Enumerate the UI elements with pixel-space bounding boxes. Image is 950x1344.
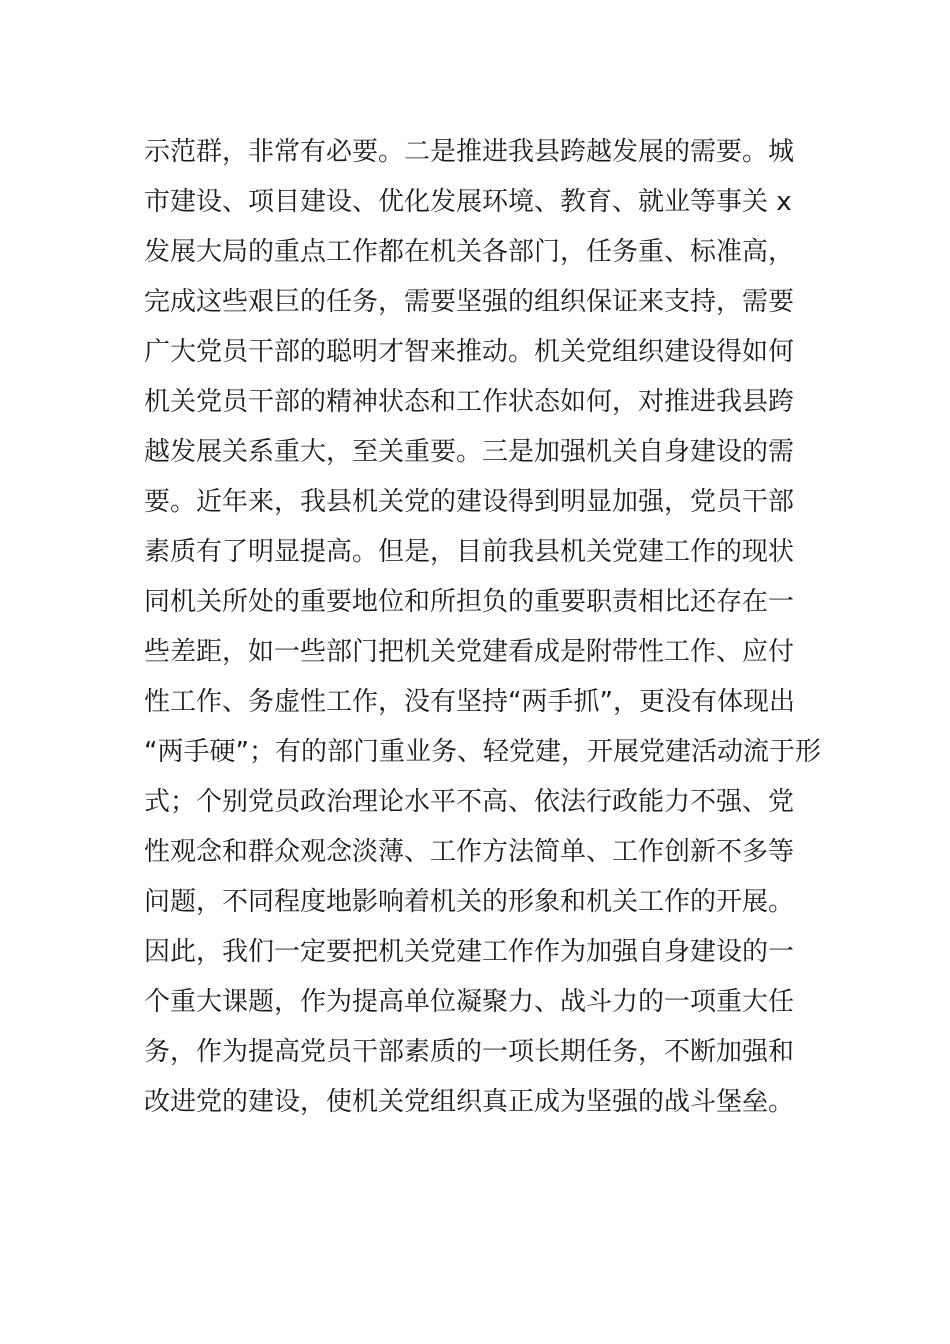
text-line: 发展大局的重点工作都在机关各部门，任务重、标准高， bbox=[144, 237, 795, 267]
text-line: 市建设、项目建设、优化发展环境、教育、就业等事关 x bbox=[144, 187, 792, 217]
text-line: 务，作为提高党员干部素质的一项长期任务，不断加强和 bbox=[144, 1037, 795, 1067]
text-line: 个重大课题，作为提高单位凝聚力、战斗力的一项重大任 bbox=[144, 987, 795, 1017]
text-line: “两手硬”；有的部门重业务、轻党建，开展党建活动流于形 bbox=[144, 737, 821, 767]
text-line: 机关党员干部的精神状态和工作状态如何，对推进我县跨 bbox=[144, 387, 795, 417]
text-line: 同机关所处的重要地位和所担负的重要职责相比还存在一 bbox=[144, 587, 795, 617]
text-line: 改进党的建设，使机关党组织真正成为坚强的战斗堡垒。 bbox=[144, 1087, 795, 1117]
body-paragraph bbox=[144, 127, 824, 1127]
text-line: 些差距，如一些部门把机关党建看成是附带性工作、应付 bbox=[144, 637, 795, 667]
text-line: 因此，我们一定要把机关党建工作作为加强自身建设的一 bbox=[144, 937, 795, 967]
text-line: 示范群，非常有必要。二是推进我县跨越发展的需要。城 bbox=[144, 137, 795, 167]
text-line: 性工作、务虚性工作，没有坚持“两手抓”，更没有体现出 bbox=[144, 687, 795, 717]
text-line: 式；个别党员政治理论水平不高、依法行政能力不强、党 bbox=[144, 787, 795, 817]
text-line: 广大党员干部的聪明才智来推动。机关党组织建设得如何 bbox=[144, 337, 795, 367]
text-line: 性观念和群众观念淡薄、工作方法简单、工作创新不多等 bbox=[144, 837, 795, 867]
text-line: 问题，不同程度地影响着机关的形象和机关工作的开展。 bbox=[144, 887, 795, 917]
text-line: 要。近年来，我县机关党的建设得到明显加强，党员干部 bbox=[144, 487, 795, 517]
text-line: 素质有了明显提高。但是，目前我县机关党建工作的现状 bbox=[144, 537, 795, 567]
text-line: 越发展关系重大，至关重要。三是加强机关自身建设的需 bbox=[144, 437, 795, 467]
text-line: 完成这些艰巨的任务，需要坚强的组织保证来支持，需要 bbox=[144, 287, 795, 317]
